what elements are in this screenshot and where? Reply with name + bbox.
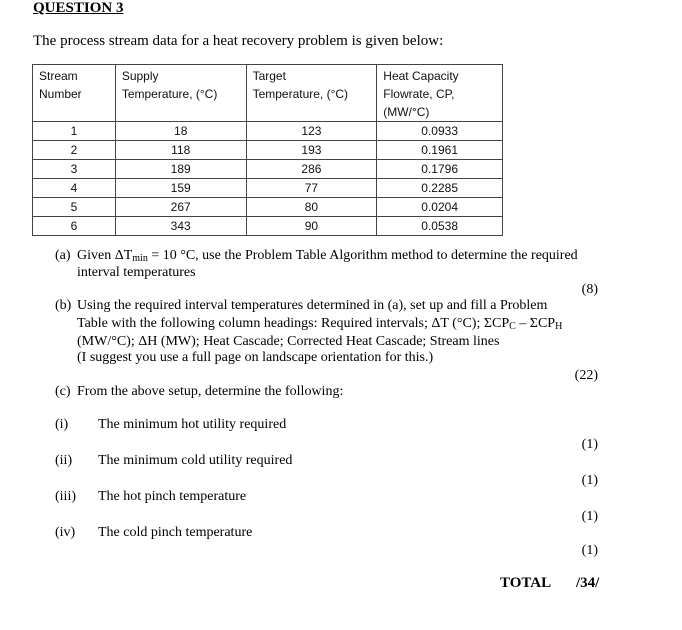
header-supply-temperature: Supply Temperature, (°C) [115, 65, 246, 122]
cell-supply: 267 [115, 198, 246, 217]
total-value: /34/ [576, 575, 600, 591]
cell-stream: 3 [33, 160, 116, 179]
part-b-marks: (22) [574, 368, 598, 383]
cell-supply: 343 [115, 217, 246, 236]
item-iii-text: The hot pinch temperature [98, 489, 247, 504]
item-ii-text: The minimum cold utility required [98, 453, 293, 468]
header-stream-number: Stream Number [33, 65, 116, 122]
item-ii-marks: (1) [581, 473, 598, 488]
table-header-row [33, 65, 503, 122]
item-iv-text: The cold pinch temperature [98, 525, 253, 540]
total-label: TOTAL [500, 575, 552, 591]
table-row [33, 160, 503, 179]
cell-target: 286 [246, 160, 377, 179]
cell-cp: 0.2285 [377, 179, 503, 198]
part-b-label: (b) [55, 298, 72, 313]
cell-cp: 0.0933 [377, 122, 503, 141]
cell-target: 123 [246, 122, 377, 141]
intro-text: The process stream data for a heat recovery problem is given below: [33, 33, 444, 49]
cell-stream: 6 [33, 217, 116, 236]
part-c-label: (c) [55, 384, 71, 399]
item-i-marks: (1) [581, 437, 598, 452]
cell-target: 90 [246, 217, 377, 236]
item-iv-marks: (1) [581, 543, 598, 558]
part-a-label: (a) [55, 248, 71, 263]
cell-supply: 18 [115, 122, 246, 141]
item-iii-label: (iii) [55, 489, 76, 504]
table-row [33, 141, 503, 160]
part-b-line3: (MW/°C); ΔH (MW); Heat Cascade; Corrected Heat Cascade; Stream lines [77, 334, 500, 349]
table-row [33, 217, 503, 236]
cell-cp: 0.0538 [377, 217, 503, 236]
stream-data-table [32, 64, 503, 236]
cell-target: 80 [246, 198, 377, 217]
cell-target: 193 [246, 141, 377, 160]
header-heat-capacity-flowrate: Heat Capacity Flowrate, CP, (MW/°C) [377, 65, 503, 122]
item-iv-label: (iv) [55, 525, 76, 540]
table-row [33, 198, 503, 217]
part-b-line2: Table with the following column headings: Required intervals; ΔT (°C); $\Sigma CP_C - \Sigma CP_H$ [77, 316, 563, 332]
item-iii-marks: (1) [581, 509, 598, 524]
question-heading: QUESTION 3 [33, 0, 124, 16]
header-target-temperature: Target Temperature, (°C) [246, 65, 377, 122]
cell-stream: 2 [33, 141, 116, 160]
cell-target: 77 [246, 179, 377, 198]
cell-stream: 5 [33, 198, 116, 217]
part-a-text: Given $\Delta T_{min} = 10$ °C, use the Problem Table Algorithm method to determine the required [77, 248, 578, 264]
part-c-text: From the above setup, determine the following: [77, 384, 344, 399]
table-row [33, 122, 503, 141]
part-a-text-line2: interval temperatures [77, 265, 196, 280]
item-ii-label: (ii) [55, 453, 73, 468]
part-b-line1: Using the required interval temperatures determined in (a), set up and fill a Problem [77, 298, 548, 313]
cell-supply: 189 [115, 160, 246, 179]
item-i-label: (i) [55, 417, 69, 432]
cell-supply: 159 [115, 179, 246, 198]
cell-supply: 118 [115, 141, 246, 160]
part-b-line4: (I suggest you use a full page on landscape orientation for this.) [77, 350, 434, 365]
item-i-text: The minimum hot utility required [98, 417, 287, 432]
table-row [33, 179, 503, 198]
cell-stream: 1 [33, 122, 116, 141]
cell-cp: 0.1961 [377, 141, 503, 160]
cell-cp: 0.1796 [377, 160, 503, 179]
cell-cp: 0.0204 [377, 198, 503, 217]
cell-stream: 4 [33, 179, 116, 198]
part-a-marks: (8) [581, 282, 598, 297]
